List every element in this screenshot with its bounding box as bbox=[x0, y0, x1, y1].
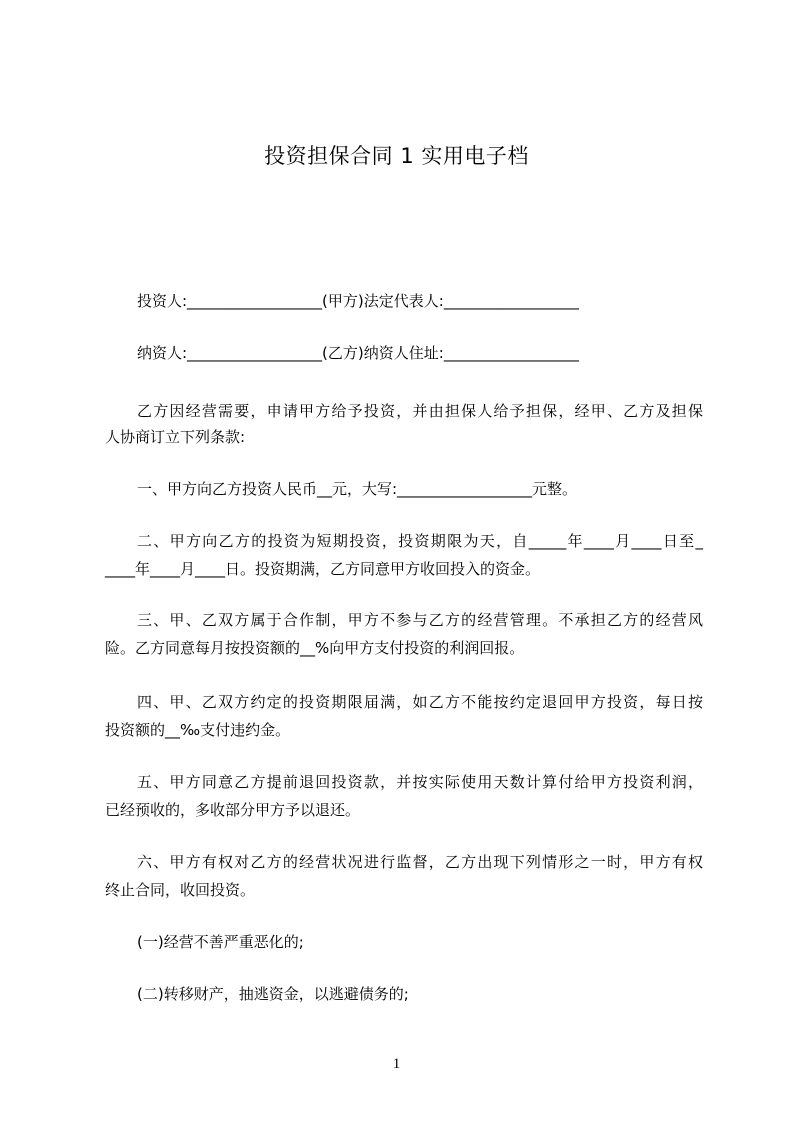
preamble-line-2: 人协商订立下列条款: bbox=[105, 428, 246, 446]
clause-5-line-1: 五、甲方同意乙方提前退回投资款，并按实际使用天数计算付给甲方投资利润， bbox=[137, 773, 703, 791]
document-title: 投资担保合同 1 实用电子档 bbox=[264, 144, 529, 168]
preamble-line-1: 乙方因经营需要，申请甲方给予投资，并由担保人给予担保，经甲、乙方及担保 bbox=[137, 402, 703, 420]
clause-4-line-1: 四、甲、乙双方约定的投资期限届满，如乙方不能按约定退回甲方投资，每日按 bbox=[137, 693, 703, 711]
investor-line-text: 投资人:__________________(甲方)法定代表人:__________________ bbox=[137, 292, 579, 310]
clause-4-line-2: 投资额的__‰支付违约金。 bbox=[105, 721, 291, 739]
clause-3-line-2: 险。乙方同意每月按投资额的__%向甲方支付投资的利润回报。 bbox=[105, 639, 525, 657]
clause-6-line-1: 六、甲方有权对乙方的经营状况进行监督，乙方出现下列情形之一时，甲方有权 bbox=[137, 853, 703, 871]
investor-line bbox=[137, 285, 735, 317]
sub-item-1: (一)经营不善严重恶化的; bbox=[137, 933, 304, 951]
clause-2-line-1: 二、甲方向乙方的投资为短期投资，投资期限为天，自_____年____月____日至_ bbox=[137, 532, 703, 550]
clause-1-line: 一、甲方向乙方投资人民币__元，大写:__________________元整。 bbox=[137, 480, 578, 498]
page-number: 1 bbox=[392, 1056, 401, 1072]
sub-item-2: (二)转移财产，抽逃资金，以逃避债务的; bbox=[137, 985, 409, 1003]
clause-3-line-1: 三、甲、乙双方属于合作制，甲方不参与乙方的经营管理。不承担乙方的经营风 bbox=[137, 611, 703, 629]
recipient-line-text: 纳资人:__________________(乙方)纳资人住址:__________________ bbox=[137, 344, 579, 362]
clause-6-line-2: 终止合同，收回投资。 bbox=[105, 881, 256, 899]
clause-2-line-2: ____年____月____日。投资期满，乙方同意甲方收回投入的资金。 bbox=[105, 560, 541, 578]
clause-5-line-2: 已经预收的，多收部分甲方予以退还。 bbox=[105, 801, 361, 819]
recipient-line bbox=[137, 337, 735, 369]
